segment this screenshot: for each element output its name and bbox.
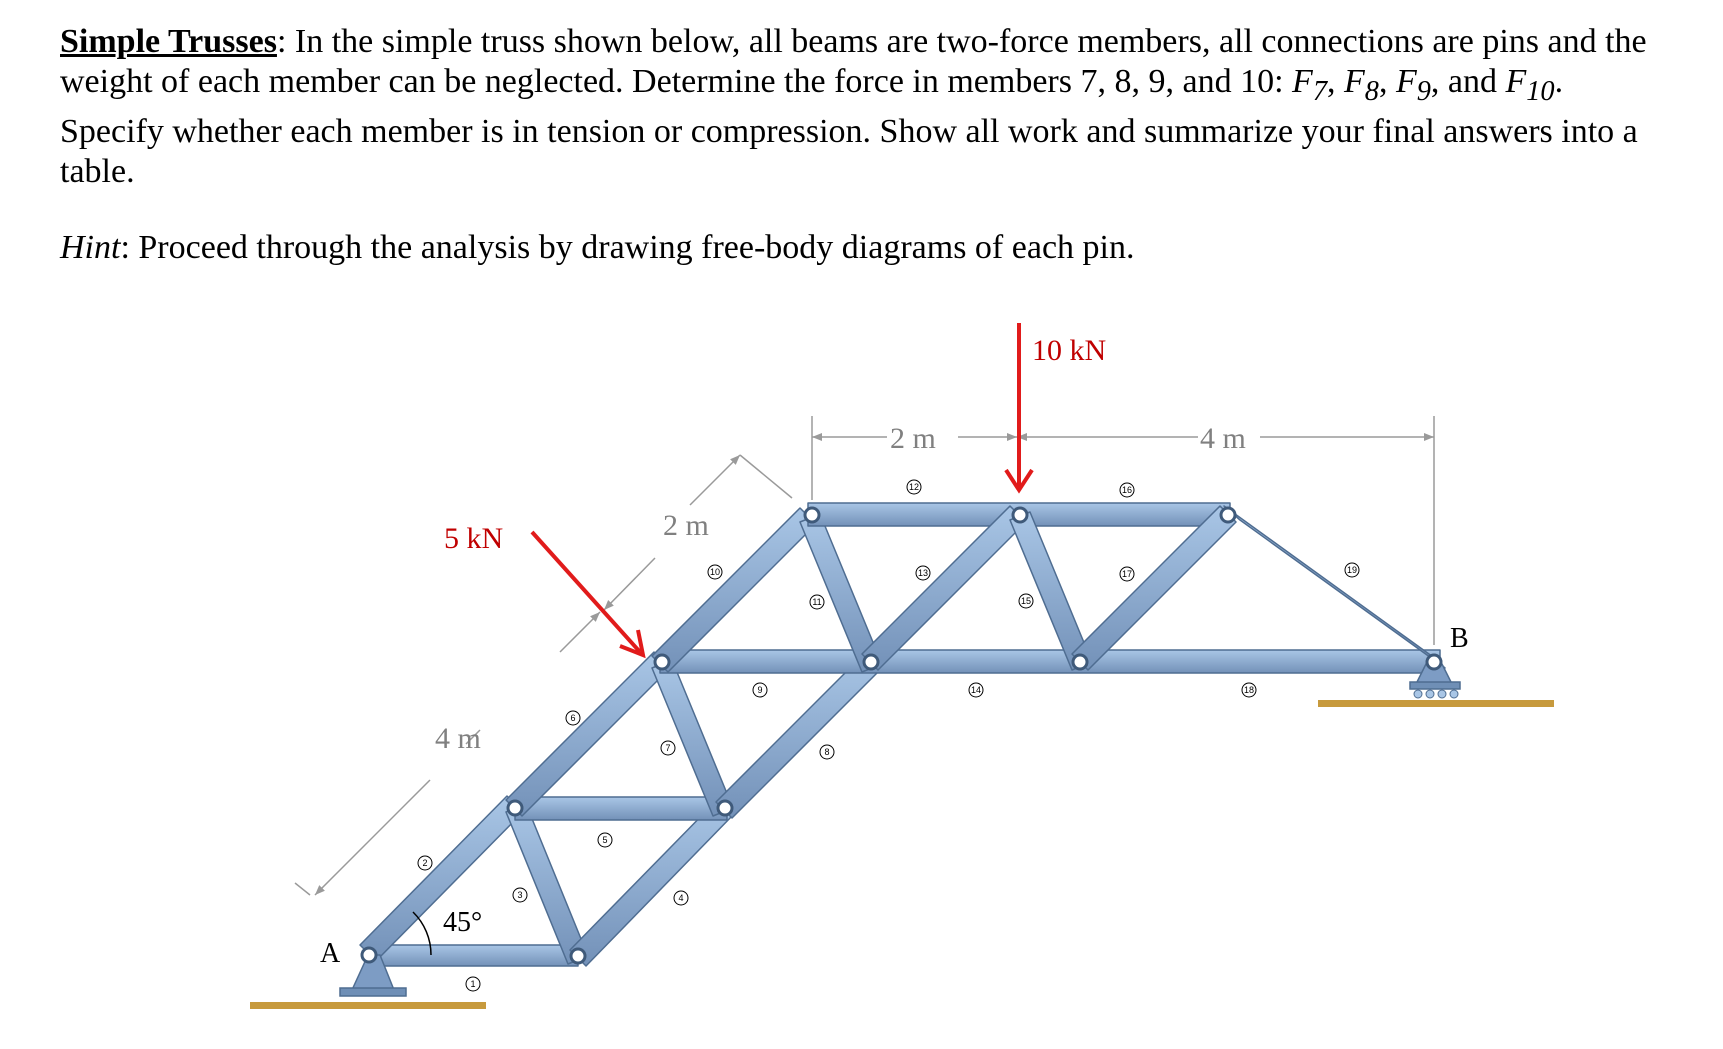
member-num-10: 10 xyxy=(709,567,721,577)
pin-mid-left xyxy=(655,655,669,669)
member-num-15: 15 xyxy=(1020,596,1032,606)
ground-left xyxy=(250,1002,486,1009)
dim-label-2m-top: 2 m xyxy=(890,422,936,455)
member-num-5: 5 xyxy=(602,835,608,845)
member-9 xyxy=(660,650,1440,673)
member-5 xyxy=(515,797,727,820)
member-num-16: 16 xyxy=(1121,485,1133,495)
problem-paragraph: Simple Trusses: In the simple truss shown below, all beams are two-force members, all connections are pins and the weight of each member can be neglected. Determine the force in members 7, 8, 9, and 10: $F_7$, $F_8$, $F_9$, and $F_{10}$. Specify whether each member is in tension or compression. Show all work and summarize your final answers into a table. xyxy=(60,23,1647,190)
dim-label-2m-diag: 2 m xyxy=(663,509,709,542)
load-label-10kN: 10 kN xyxy=(1032,334,1107,367)
support-label-A: A xyxy=(320,938,341,969)
member-num-13: 13 xyxy=(917,568,929,578)
support-label-B: B xyxy=(1450,623,1469,654)
member-num-1: 1 xyxy=(470,979,476,989)
problem-body-2: . Specify whether each member is in tension or compression. Show all work and summarize your final answers into a table. xyxy=(60,63,1638,190)
pin-bottom-mid xyxy=(571,949,585,963)
member-4 xyxy=(570,800,733,966)
force-f8: $F_8$ xyxy=(1343,63,1379,107)
force-f10: $F_{10}$ xyxy=(1505,63,1555,107)
and-word: and xyxy=(1447,63,1506,100)
member-3 xyxy=(506,804,588,964)
member-num-14: 14 xyxy=(970,685,982,695)
member-num-7: 7 xyxy=(665,743,671,753)
member-num-9: 9 xyxy=(757,685,763,695)
member-num-8: 8 xyxy=(824,747,830,757)
member-6 xyxy=(506,652,670,816)
member-num-2: 2 xyxy=(422,858,428,868)
member-num-6: 6 xyxy=(570,713,576,723)
force-f9: $F_9$ xyxy=(1395,63,1431,107)
pin-A xyxy=(362,948,376,962)
member-num-18: 18 xyxy=(1243,685,1255,695)
member-1 xyxy=(372,945,578,966)
member-num-11: 11 xyxy=(812,597,822,607)
member-num-4: 4 xyxy=(678,893,684,903)
dim-label-4m-diag: 4 m xyxy=(435,722,481,755)
member-num-3: 3 xyxy=(517,890,523,900)
hint-body: : Proceed through the analysis by drawing free-body diagrams of each pin. xyxy=(120,229,1135,266)
force-f7: $F_7$ xyxy=(1292,63,1327,107)
pin-top-right xyxy=(1221,508,1235,522)
member-17 xyxy=(1072,506,1236,670)
pin-top-mid xyxy=(1013,508,1027,522)
pin-mid-3 xyxy=(1073,655,1087,669)
member-2 xyxy=(360,796,523,961)
load-arrow-10kN xyxy=(1006,323,1032,490)
pin-lower-right xyxy=(718,801,732,815)
angle-label: 45° xyxy=(443,907,483,938)
member-num-12: 12 xyxy=(908,482,920,492)
load-label-5kN: 5 kN xyxy=(444,522,504,555)
member-num-17: 17 xyxy=(1121,569,1133,579)
hint-label: Hint xyxy=(60,229,121,266)
member-num-19: 19 xyxy=(1346,565,1358,575)
pin-B xyxy=(1427,655,1441,669)
problem-title: Simple Trusses xyxy=(60,23,277,60)
member-13 xyxy=(862,506,1026,670)
member-8 xyxy=(716,654,880,818)
pin-top-left xyxy=(805,508,819,522)
member-7 xyxy=(652,660,733,816)
ground-right xyxy=(1318,700,1554,707)
member-19 xyxy=(1224,506,1445,668)
problem-body-1: : In the simple truss shown below, all beams are two-force members, all connections are pins and the weight of each member can be neglected. Determine the force in members 7, 8, 9, and 10: xyxy=(60,23,1647,100)
pin-mid-2 xyxy=(864,655,878,669)
pin-lower-left xyxy=(508,801,522,815)
load-arrow-5kN xyxy=(532,532,643,655)
dim-label-4m-top: 4 m xyxy=(1200,422,1246,455)
